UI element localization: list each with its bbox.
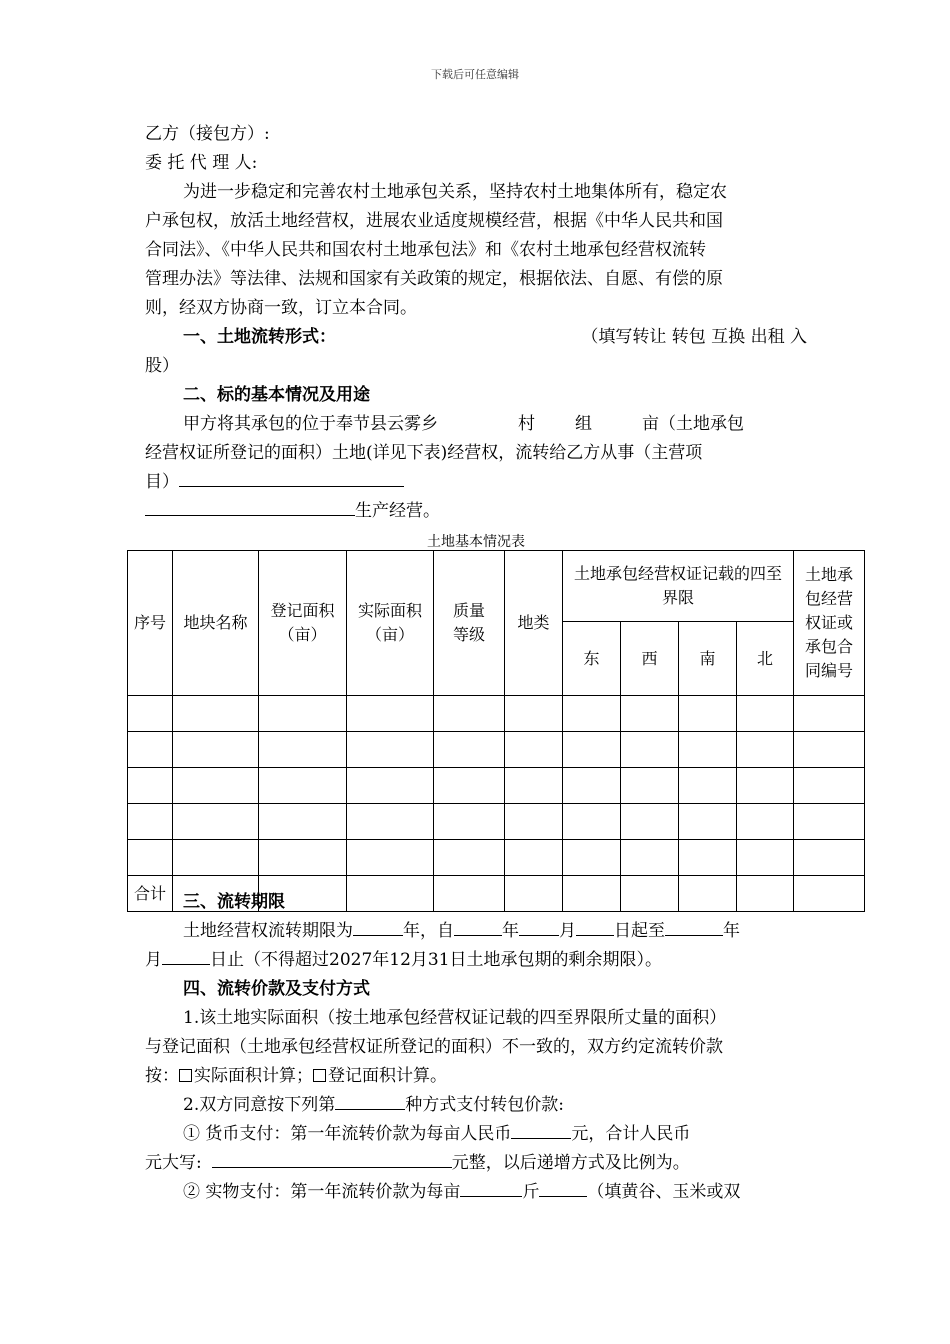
end-month-label: 月 <box>145 950 162 970</box>
project-blank <box>179 468 404 487</box>
intro-line-4: 管理办法》等法律、法规和国家有关政策的规定，根据依法、自愿、有偿的原 <box>145 269 723 289</box>
production-label: 生产经营。 <box>355 501 440 521</box>
section-1-note-cont: 股） <box>145 356 179 376</box>
section-1-title: 一、土地流转形式： <box>183 327 336 347</box>
table-row <box>128 840 865 876</box>
year-label: 年 <box>502 921 519 941</box>
table-caption: 土地基本情况表 <box>427 534 525 550</box>
start-year-blank <box>454 917 502 936</box>
section-2-line-2: 经营权证所登记的面积）土地(详见下表)经营权，流转给乙方从事（主营项 <box>145 443 703 463</box>
header-boundary: 土地承包经营权证记载的四至界限 <box>563 551 794 622</box>
end-month-blank <box>162 946 210 965</box>
section-3-line-2 <box>145 946 807 975</box>
payment-method-label: 2.双方同意按下列第 <box>183 1095 336 1115</box>
intro-line-2: 户承包权，放活土地经营权，进展农业适度规模经营，根据《中华人民共和国 <box>145 211 723 231</box>
intro-line-3: 合同法》、《中华人民共和国农村土地承包法》和《农村土地承包经营权流转 <box>145 240 706 260</box>
uppercase-label: 元大写: <box>145 1153 202 1173</box>
section-4-title: 四、流转价款及支付方式 <box>183 979 370 999</box>
section-2-line-4 <box>145 497 807 526</box>
increment-text: 元整，以后递增方式及比例为。 <box>451 1153 690 1173</box>
total-label: 合计 <box>128 876 173 912</box>
section-1-line <box>145 323 807 352</box>
year-from-label: 年，自 <box>403 921 454 941</box>
crop-note: （填黄谷、玉米或双 <box>587 1182 741 1202</box>
village-label: 村 <box>518 414 535 434</box>
section-4-line-3 <box>145 1062 807 1091</box>
registered-area-option: 登记面积计算。 <box>328 1066 447 1086</box>
section-2-title: 二、标的基本情况及用途 <box>183 385 370 405</box>
section-2-line-3 <box>145 468 807 497</box>
header-act-area: 实际面积（亩） <box>347 551 434 696</box>
intro-line-1: 为进一步稳定和完善农村土地承包关系，坚持农村土地集体所有，稳定农 <box>183 182 727 202</box>
header-north: 北 <box>737 622 794 696</box>
table-row <box>128 804 865 840</box>
header-cert-no: 土地承包经营权证或承包合同编号 <box>794 551 865 696</box>
section-4-line-6 <box>145 1149 807 1178</box>
until-label: 日起至 <box>614 921 665 941</box>
party-b-line: 乙方（接包方）: <box>145 124 270 144</box>
start-day-blank <box>576 917 614 936</box>
section-1-note: （填写转让 转包 互换 出租 入 <box>581 327 807 347</box>
uppercase-amount-blank <box>212 1149 452 1168</box>
mu-label: 亩（土地承包 <box>642 414 744 434</box>
header-name: 地块名称 <box>173 551 259 696</box>
registered-area-checkbox[interactable] <box>313 1069 326 1082</box>
jin-label: 斤 <box>522 1182 540 1202</box>
section-2-line-1 <box>145 410 807 439</box>
group-label: 组 <box>575 414 592 434</box>
intro-line-5: 则，经双方协商一致，订立本合同。 <box>145 298 417 318</box>
in-kind-amount-blank <box>460 1178 522 1197</box>
table-row <box>128 696 865 732</box>
month-label: 月 <box>559 921 576 941</box>
by-label: 按： <box>145 1066 179 1086</box>
agent-line: 委 托 代 理 人: <box>145 153 258 173</box>
land-table <box>127 550 865 912</box>
header-quality: 质量等级 <box>434 551 505 696</box>
section-4-line-4 <box>145 1091 807 1120</box>
section-3-title: 三、流转期限 <box>183 892 285 912</box>
term-label: 土地经营权流转期限为 <box>183 921 353 941</box>
table-row <box>128 732 865 768</box>
end-day-text: 日止（不得超过2027年12月31日土地承包期的剩余期限）。 <box>210 950 663 970</box>
header-south: 南 <box>679 622 737 696</box>
page-header: 下载后可任意编辑 <box>431 68 519 81</box>
location-text: 甲方将其承包的位于奉节县云雾乡 <box>183 414 438 434</box>
project-blank-2 <box>145 497 355 516</box>
actual-area-option: 实际面积计算； <box>194 1066 313 1086</box>
section-3-line-1 <box>145 917 807 946</box>
price-per-mu-blank <box>511 1120 571 1139</box>
contract-body-continued <box>145 888 807 1207</box>
table-row <box>128 768 865 804</box>
end-year-blank <box>665 917 723 936</box>
section-4-line-1: 1.该土地实际面积（按土地承包经营权证记载的四至界限所丈量的面积） <box>183 1008 727 1028</box>
section-4-line-2: 与登记面积（土地承包经营权证所登记的面积）不一致的，双方约定流转价款 <box>145 1037 723 1057</box>
crop-blank <box>539 1178 587 1197</box>
cash-payment-label: ① 货币支付：第一年流转价款为每亩人民币 <box>183 1124 512 1144</box>
header-east: 东 <box>563 622 621 696</box>
header-west: 西 <box>621 622 679 696</box>
header-reg-area: 登记面积（亩） <box>259 551 347 696</box>
term-years-blank <box>353 917 403 936</box>
contract-body <box>145 120 807 557</box>
end-year-label: 年 <box>723 921 740 941</box>
actual-area-checkbox[interactable] <box>179 1069 192 1082</box>
section-4-line-5 <box>145 1120 807 1149</box>
payment-method-blank <box>335 1091 405 1110</box>
start-month-blank <box>519 917 559 936</box>
total-rmb-label: 元，合计人民币 <box>571 1124 691 1144</box>
header-land-type: 地类 <box>505 551 563 696</box>
payment-method-text: 种方式支付转包价款: <box>405 1095 564 1115</box>
project-label: 目） <box>145 472 179 492</box>
section-4-line-7 <box>145 1178 807 1207</box>
header-seq: 序号 <box>128 551 173 696</box>
in-kind-label: ② 实物支付：第一年流转价款为每亩 <box>183 1182 461 1202</box>
